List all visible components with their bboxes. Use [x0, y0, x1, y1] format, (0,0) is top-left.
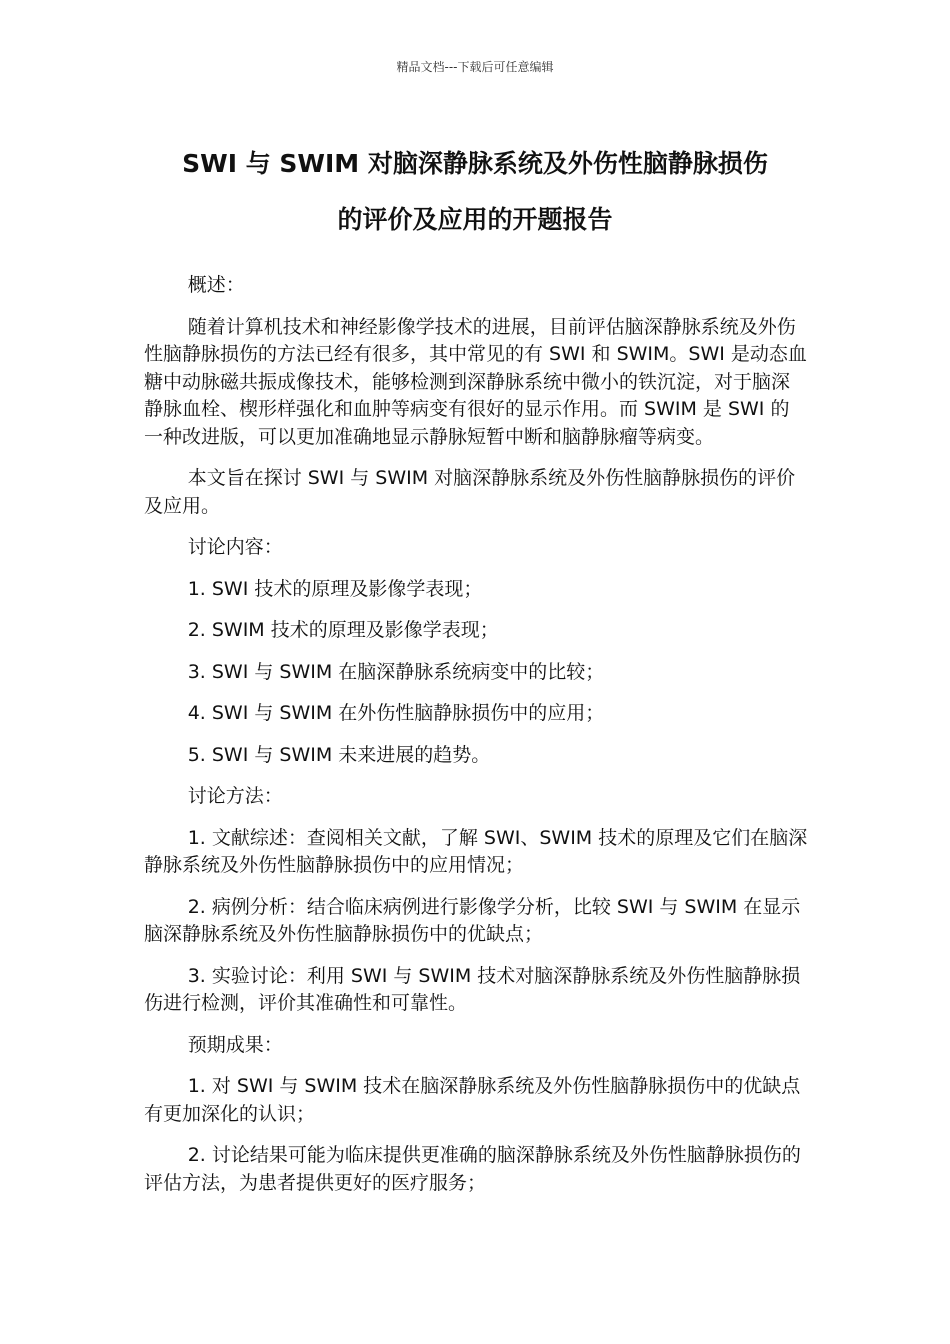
paragraph-purpose: 本文旨在探讨 SWI 与 SWIM 对脑深静脉系统及外伤性脑静脉损伤的评价及应用。	[144, 467, 796, 517]
list-item-content-5: 5. SWI 与 SWIM 未来进展的趋势。	[187, 743, 491, 766]
list-item-content-1: 1. SWI 技术的原理及影像学表现；	[187, 577, 483, 600]
document-body	[144, 272, 808, 1211]
section-heading-methods: 讨论方法：	[187, 785, 283, 807]
list-item-content-4: 4. SWI 与 SWIM 在外伤性脑静脉损伤中的应用；	[187, 702, 605, 724]
title-line-1: SWI 与 SWIM 对脑深静脉系统及外伤性脑静脉损伤	[182, 149, 768, 178]
list-item-outcome-1: 1. 对 SWI 与 SWIM 技术在脑深静脉系统及外伤性脑静脉损伤中的优缺点有更加深化的认识；	[144, 1075, 801, 1125]
document-title	[140, 136, 810, 248]
list-item-content-3: 3. SWI 与 SWIM 在脑深静脉系统病变中的比较；	[187, 660, 605, 683]
page-header-note: 精品文档---下载后可任意编辑	[396, 60, 554, 74]
list-item-content-2: 2. SWIM 技术的原理及影像学表现；	[187, 619, 499, 641]
section-heading-overview: 概述：	[187, 274, 245, 296]
section-heading-outcomes: 预期成果：	[187, 1033, 283, 1056]
section-heading-content: 讨论内容：	[187, 536, 283, 558]
list-item-method-3: 3. 实验讨论：利用 SWI 与 SWIM 技术对脑深静脉系统及外伤性脑静脉损伤进行检测，评价其准确性和可靠性。	[144, 964, 801, 1014]
paragraph-overview-text: 随着计算机技术和神经影像学技术的进展，目前评估脑深静脉系统及外伤性脑静脉损伤的方法已经有很多，其中常见的有 SWI 和 SWIM。SWI 是动态血糖中动脉磁共振成像技术，能够检测到深静脉系统中微小的铁沉淀，对于脑深静脉血栓、楔形样强化和血肿等病变有很好的显示作用。而 SWIM 是 SWI 的一种改进版，可以更加准确地显示静脉短暂中断和脑静脉瘤等病变。	[144, 315, 807, 448]
list-item-outcome-2: 2. 讨论结果可能为临床提供更准确的脑深静脉系统及外伤性脑静脉损伤的评估方法，为患者提供更好的医疗服务；	[144, 1144, 801, 1194]
list-item-method-1: 1. 文献综述：查阅相关文献，了解 SWI、SWIM 技术的原理及它们在脑深静脉系统及外伤性脑静脉损伤中的应用情况；	[144, 826, 808, 876]
title-line-2: 的评价及应用的开题报告	[337, 205, 613, 234]
list-item-method-2: 2. 病例分析：结合临床病例进行影像学分析，比较 SWI 与 SWIM 在显示脑深静脉系统及外伤性脑静脉损伤中的优缺点；	[144, 895, 801, 945]
